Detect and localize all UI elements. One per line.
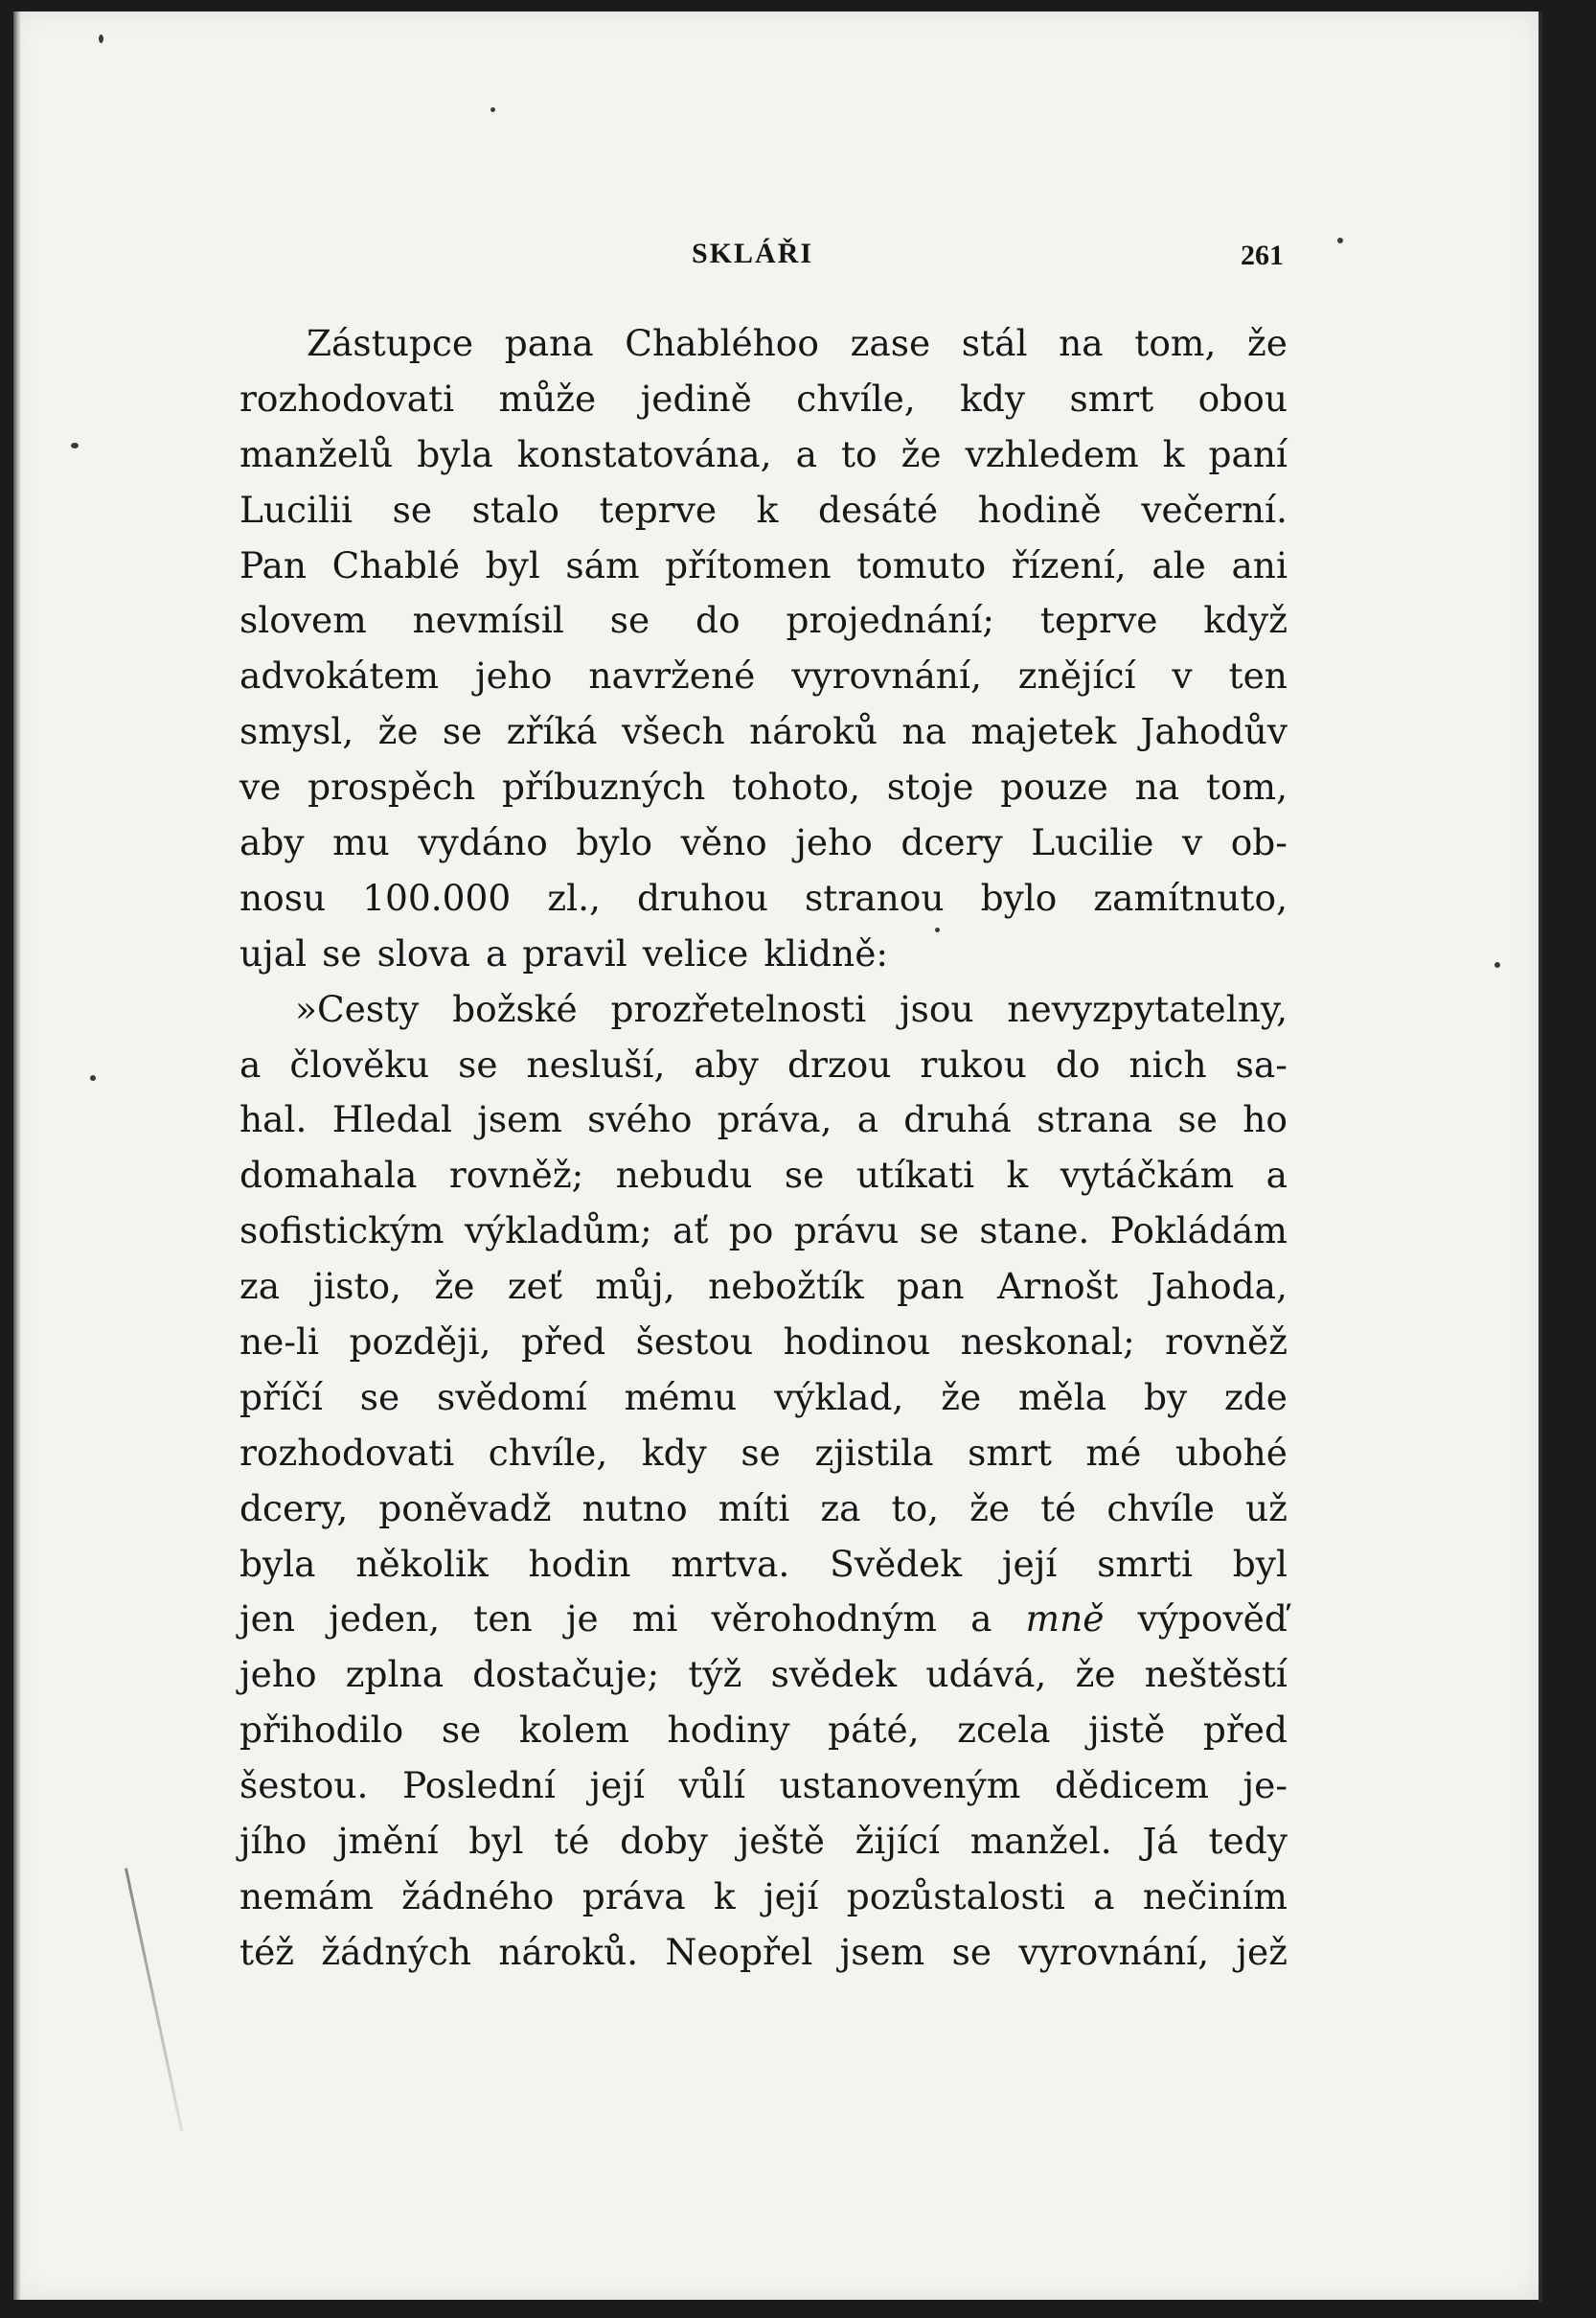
word: Chabléhoo — [625, 322, 819, 364]
text-line — [239, 1925, 1288, 1981]
text-line — [239, 1481, 1288, 1537]
word: výkladům; — [464, 1209, 652, 1252]
word: smysl, — [239, 710, 354, 753]
word: nároků. — [498, 1930, 639, 1973]
word: žádných — [321, 1930, 472, 1973]
word: na — [1059, 322, 1104, 364]
word: nevmísil — [412, 599, 564, 642]
word: už — [1244, 1486, 1288, 1529]
word: byla — [417, 432, 493, 475]
word: přítomen — [665, 543, 832, 586]
word: Neopřel — [665, 1930, 813, 1973]
word: jsou — [899, 987, 974, 1030]
word: Chablé — [331, 543, 461, 586]
word: vydáno — [418, 821, 548, 864]
word: smrt — [968, 1431, 1052, 1474]
dust-speck — [1494, 962, 1500, 968]
word: nebudu — [615, 1154, 753, 1197]
word: drzou — [787, 1043, 892, 1086]
word: stál — [961, 322, 1028, 364]
word: stranou — [805, 876, 945, 919]
text-line — [239, 316, 1288, 372]
text-line — [239, 1703, 1288, 1758]
word: všech — [621, 710, 725, 753]
word: po — [728, 1209, 774, 1252]
word: se — [919, 1209, 960, 1252]
word: se — [741, 1431, 781, 1474]
word: a — [795, 432, 817, 475]
dust-speck — [90, 1075, 96, 1081]
text-line — [239, 871, 1288, 927]
word: Já — [1142, 1820, 1178, 1863]
word: sa- — [1235, 1043, 1288, 1086]
word: slovem — [239, 599, 367, 642]
text-line — [239, 1592, 1288, 1647]
word: tom, — [1134, 322, 1217, 364]
word: její — [763, 1874, 819, 1917]
word: druhou — [636, 876, 768, 919]
word: že — [434, 1265, 475, 1308]
word: té — [554, 1820, 590, 1863]
word: Pokládám — [1109, 1209, 1288, 1252]
word: jího — [239, 1820, 308, 1863]
word: majetek — [970, 710, 1117, 753]
word: byl — [485, 543, 540, 586]
word: aby — [239, 821, 305, 864]
word: Jahodův — [1140, 710, 1288, 753]
text-line — [239, 649, 1288, 704]
word: teprve — [599, 488, 718, 531]
word: rozhodovati — [239, 377, 455, 420]
page-right-edge — [1539, 11, 1542, 2302]
body-text — [239, 316, 1288, 1981]
word: dědicem — [1054, 1764, 1209, 1807]
word: nesluší, — [526, 1043, 666, 1086]
word: neskonal; — [960, 1320, 1135, 1364]
word: klidně: — [764, 931, 889, 975]
text-line — [239, 427, 1288, 483]
word: by — [1143, 1375, 1188, 1418]
word: neštěstí — [1144, 1653, 1288, 1696]
word: před — [1202, 1709, 1288, 1752]
word: před — [521, 1320, 606, 1364]
word: Poslední — [402, 1764, 556, 1807]
word: svědek — [770, 1653, 898, 1696]
word: ob- — [1230, 821, 1288, 864]
page-number: 261 — [1241, 240, 1284, 271]
page-header — [239, 238, 1293, 286]
word: rovněž — [1165, 1320, 1288, 1364]
word: chvíle, — [488, 1431, 608, 1474]
word: manželů — [239, 432, 394, 475]
text-line — [239, 1370, 1288, 1426]
word: jistě — [1088, 1709, 1166, 1752]
word: smrti — [1097, 1542, 1193, 1585]
word: prospěch — [308, 766, 476, 809]
word: v — [1172, 654, 1193, 698]
word: kdy — [641, 1431, 707, 1474]
word: do — [695, 599, 741, 642]
word: nevyzpytatelny, — [1007, 987, 1288, 1030]
word: stane. — [979, 1209, 1090, 1252]
word: šestou. — [239, 1764, 369, 1807]
word: ani — [1231, 543, 1288, 586]
word: v — [1181, 821, 1203, 864]
word: aby — [694, 1043, 759, 1086]
text-line — [239, 760, 1288, 815]
word: sám — [565, 543, 640, 586]
word: Zástupce — [307, 322, 474, 364]
word: nečiním — [1142, 1874, 1288, 1917]
word: mu — [332, 821, 390, 864]
word: též — [239, 1930, 295, 1973]
word: práva — [581, 1874, 686, 1917]
word: jeho — [795, 821, 873, 864]
word: rozhodovati — [239, 1431, 455, 1474]
word: se — [359, 1375, 400, 1418]
text-line — [239, 1870, 1288, 1925]
word: ubohé — [1174, 1431, 1288, 1474]
word: a — [239, 1043, 262, 1086]
word: vyrovnání, — [791, 654, 982, 698]
word: žádného — [401, 1874, 555, 1917]
text-line — [239, 539, 1288, 594]
word: tomuto — [856, 543, 987, 586]
word: vytáčkám — [1060, 1154, 1235, 1197]
word: nich — [1129, 1043, 1207, 1086]
text-line — [239, 1204, 1288, 1259]
word: mi — [631, 1597, 678, 1641]
word: nosu — [239, 876, 327, 919]
word: Hledal — [331, 1098, 452, 1141]
text-line — [239, 1259, 1288, 1315]
word: tedy — [1208, 1820, 1288, 1863]
word: k — [1162, 432, 1185, 475]
word: ho — [1243, 1098, 1288, 1141]
word: rovněž; — [448, 1154, 584, 1197]
text-line — [239, 483, 1288, 539]
word: že — [377, 710, 419, 753]
word: kdy — [960, 377, 1026, 420]
word: ten — [1228, 654, 1288, 698]
dust-speck — [490, 107, 495, 112]
text-line — [239, 982, 1288, 1038]
word: ať — [673, 1209, 709, 1252]
word: ten — [473, 1597, 533, 1641]
word: měla — [1017, 1375, 1107, 1418]
word: chvíle, — [796, 377, 916, 420]
word: Arnošt — [996, 1265, 1119, 1308]
word: vůlí — [678, 1764, 745, 1807]
word: kolem — [518, 1709, 629, 1752]
word: nemám — [239, 1874, 374, 1917]
word: pouze — [1000, 766, 1108, 809]
word: bylo — [980, 876, 1058, 919]
word: se — [784, 1154, 825, 1197]
word: udává, — [925, 1653, 1047, 1696]
text-line — [239, 1647, 1288, 1703]
word: hodině — [977, 488, 1102, 531]
text-line — [239, 1315, 1288, 1370]
word: dcery — [901, 821, 1003, 864]
word: k — [713, 1874, 736, 1917]
dust-speck — [99, 34, 103, 43]
word: božské — [452, 987, 578, 1030]
word: zase — [850, 322, 931, 364]
word: paní — [1208, 432, 1288, 475]
word: projednání; — [786, 599, 995, 642]
word: konstatována, — [516, 432, 772, 475]
word: jeho — [474, 654, 553, 698]
word: mému — [624, 1375, 738, 1418]
word: utíkati — [855, 1154, 975, 1197]
word: zeť — [507, 1265, 562, 1308]
running-head: SKLÁŘI — [692, 238, 814, 269]
word: domahala — [239, 1154, 418, 1197]
word: že — [941, 1375, 982, 1418]
word: poněvadž — [378, 1486, 552, 1529]
word: dostačuje; — [472, 1653, 660, 1696]
word: prozřetelnosti — [610, 987, 867, 1030]
text-line — [239, 927, 1288, 982]
word: jsem — [839, 1930, 925, 1973]
word: jeden, — [329, 1597, 441, 1641]
word: 100.000 — [362, 876, 512, 919]
word: desáté — [818, 488, 939, 531]
word: žijící — [855, 1820, 941, 1863]
word: Lucilie — [1031, 821, 1154, 864]
word: se — [609, 599, 650, 642]
word: mé — [1085, 1431, 1142, 1474]
word: práva, — [717, 1098, 832, 1141]
word: jen — [239, 1597, 295, 1641]
word: výklad, — [773, 1375, 904, 1418]
word: zde — [1223, 1375, 1288, 1418]
word: mrtva. — [671, 1542, 790, 1585]
word: jsem — [477, 1098, 562, 1141]
word: že — [1075, 1653, 1116, 1696]
word: té — [1040, 1486, 1077, 1529]
text-line — [239, 593, 1288, 649]
word: ještě — [738, 1820, 825, 1863]
word: hodiny — [667, 1709, 790, 1752]
word: svého — [587, 1098, 693, 1141]
word: byla — [239, 1542, 316, 1585]
word: nebožtík — [708, 1265, 864, 1308]
word: přihodilo — [239, 1709, 404, 1752]
word: její — [1001, 1542, 1058, 1585]
word: hodinou — [783, 1320, 931, 1364]
word: na — [901, 710, 946, 753]
word: a — [970, 1597, 992, 1641]
word: ustanoveným — [779, 1764, 1021, 1807]
word: pravil — [522, 931, 627, 975]
dust-speck — [1337, 238, 1343, 243]
word: že — [901, 432, 942, 475]
word: byl — [468, 1820, 524, 1863]
word: jisto, — [312, 1265, 402, 1308]
word: ujal — [239, 931, 308, 975]
word: tohoto, — [732, 766, 860, 809]
word: večerní. — [1141, 488, 1288, 531]
word: dcery, — [239, 1486, 349, 1529]
word: výpověď — [1137, 1597, 1288, 1641]
word: páté, — [828, 1709, 920, 1752]
word: věno — [680, 821, 767, 864]
word: je- — [1243, 1764, 1288, 1807]
word: míti — [718, 1486, 790, 1529]
word: když — [1203, 599, 1288, 642]
word: Pan — [239, 543, 308, 586]
text-line — [239, 815, 1288, 871]
text-line — [239, 1092, 1288, 1148]
word: a — [485, 931, 508, 975]
word: pozůstalosti — [846, 1874, 1065, 1917]
word: do — [1055, 1043, 1101, 1086]
text-line — [239, 1758, 1288, 1814]
word: její — [589, 1764, 645, 1807]
word: znějící — [1017, 654, 1136, 698]
word: teprve — [1039, 599, 1158, 642]
word: jeho — [239, 1653, 317, 1696]
word: zplna — [345, 1653, 445, 1696]
word: se — [458, 1043, 498, 1086]
word: Svědek — [830, 1542, 963, 1585]
word: se — [322, 931, 362, 975]
word: že — [1247, 322, 1288, 364]
word: a — [1093, 1874, 1115, 1917]
word: za — [820, 1486, 861, 1529]
word: jež — [1236, 1930, 1288, 1973]
word: na — [1134, 766, 1180, 809]
word: několik — [355, 1542, 489, 1585]
text-line — [239, 704, 1288, 760]
dust-speck — [71, 443, 79, 448]
word: obou — [1197, 377, 1288, 420]
word: doby — [620, 1820, 708, 1863]
page-spine-shadow — [13, 11, 21, 2300]
word: pan — [897, 1265, 965, 1308]
word: a — [1265, 1154, 1288, 1197]
word: se — [951, 1930, 992, 1973]
word: to, — [891, 1486, 940, 1529]
text-line — [239, 1148, 1288, 1204]
word: manžel. — [969, 1820, 1112, 1863]
word: svědomí — [437, 1375, 587, 1418]
word: nároků — [749, 710, 878, 753]
word: smrt — [1069, 377, 1154, 420]
word: strana — [1037, 1098, 1153, 1141]
word: to — [840, 432, 878, 475]
word: se — [1177, 1098, 1218, 1141]
word: k — [756, 488, 779, 531]
word: věrohodným — [711, 1597, 937, 1641]
word: bylo — [576, 821, 653, 864]
word: hodin — [528, 1542, 631, 1585]
word: vzhledem — [965, 432, 1139, 475]
word: týž — [688, 1653, 742, 1696]
word: tom, — [1205, 766, 1288, 809]
word: slova — [376, 931, 470, 975]
word: příbuzných — [501, 766, 706, 809]
word: Lucilii — [239, 488, 353, 531]
word: sofistickým — [239, 1209, 445, 1252]
word: druhá — [903, 1098, 1012, 1141]
word: ve — [239, 766, 282, 809]
word: zcela — [957, 1709, 1051, 1752]
word: můj, — [595, 1265, 675, 1308]
word: za — [239, 1265, 281, 1308]
word: jedině — [640, 377, 752, 420]
word: řízení, — [1011, 543, 1127, 586]
word: nutno — [581, 1486, 688, 1529]
text-line — [239, 1038, 1288, 1093]
word: hal. — [239, 1098, 308, 1141]
word: zjistila — [814, 1431, 934, 1474]
word: šestou — [635, 1320, 754, 1364]
word: se — [441, 1709, 482, 1752]
word: člověku — [289, 1043, 430, 1086]
word: ne-li — [239, 1320, 320, 1364]
text-line — [239, 1426, 1288, 1481]
word: Jahoda, — [1151, 1265, 1288, 1308]
word: rukou — [920, 1043, 1027, 1086]
word: navržené — [588, 654, 756, 698]
word: »Cesty — [295, 987, 420, 1030]
word: později, — [349, 1320, 491, 1364]
word: se — [442, 710, 483, 753]
word: jmění — [337, 1820, 439, 1863]
word: advokátem — [239, 654, 440, 698]
word: byl — [1232, 1542, 1288, 1585]
word: a — [856, 1098, 879, 1141]
word: příčí — [239, 1375, 323, 1418]
word-emphasis: mně — [1025, 1597, 1105, 1641]
word: zl., — [547, 876, 601, 919]
word: že — [969, 1486, 1011, 1529]
word: ale — [1151, 543, 1206, 586]
word: může — [498, 377, 597, 420]
word: právu — [793, 1209, 900, 1252]
word: stalo — [471, 488, 559, 531]
word: se — [392, 488, 433, 531]
word: stoje — [886, 766, 974, 809]
text-line — [239, 372, 1288, 427]
word: chvíle — [1106, 1486, 1215, 1529]
word: je — [565, 1597, 599, 1641]
word: pana — [504, 322, 594, 364]
text-line — [239, 1814, 1288, 1870]
word: zamítnuto, — [1093, 876, 1288, 919]
word: k — [1006, 1154, 1029, 1197]
text-line — [239, 1537, 1288, 1593]
word: vyrovnání, — [1018, 1930, 1210, 1973]
word: velice — [642, 931, 749, 975]
word: zříká — [506, 710, 598, 753]
